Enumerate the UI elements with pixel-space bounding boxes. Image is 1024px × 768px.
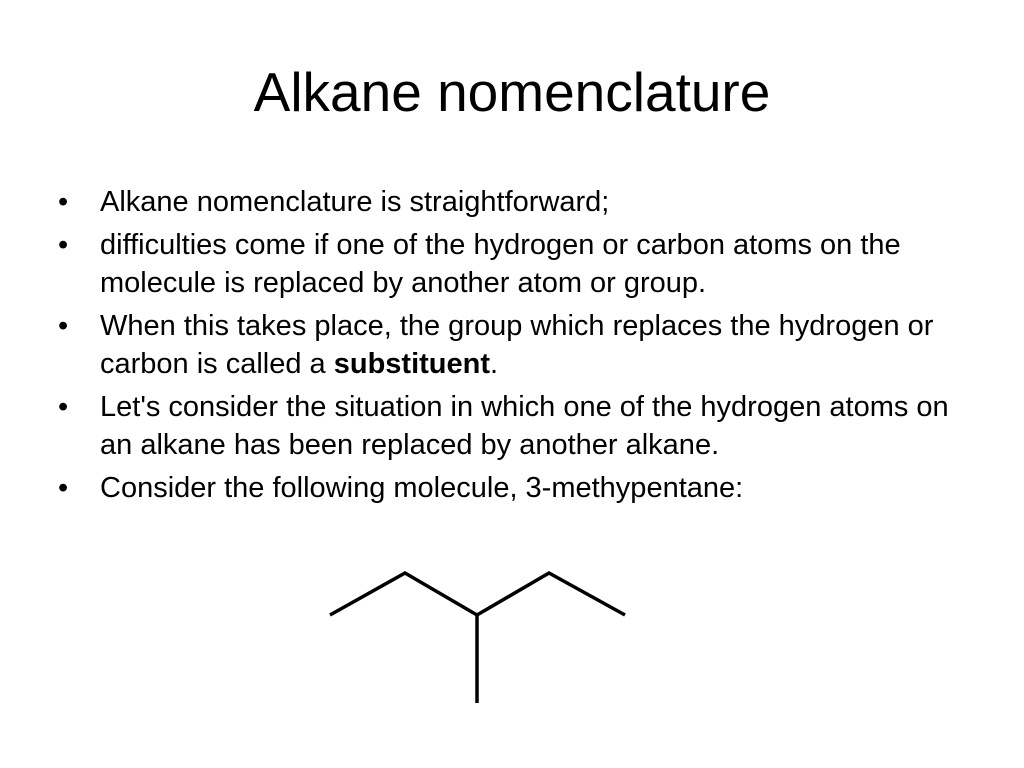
- bullet-text: difficulties come if one of the hydrogen or carbon atoms on the molecule is replaced by another atom or group.: [100, 229, 901, 299]
- bullet-item: [56, 388, 976, 464]
- bullet-item: [56, 226, 976, 302]
- bullet-text: Let's consider the situation in which one of the hydrogen atoms on an alkane has been replaced by another alkane.: [100, 391, 949, 461]
- bullet-text: Consider the following molecule, 3-methypentane:: [100, 472, 744, 504]
- bullet-text: Alkane nomenclature is straightforward;: [100, 186, 610, 218]
- bullet-text-before: When this takes place, the group which replaces the hydrogen or carbon is called a: [100, 310, 934, 380]
- slide-title: Alkane nomenclature: [253, 61, 771, 123]
- main-chain-bonds: [330, 573, 625, 615]
- bullet-item: [56, 469, 976, 507]
- bullet-icon: •: [58, 391, 69, 423]
- bullet-item: [56, 183, 976, 221]
- bullet-icon: •: [58, 310, 69, 342]
- substituent-term: substituent: [333, 348, 491, 380]
- bullet-list: [56, 183, 976, 512]
- bullet-icon: •: [58, 472, 69, 504]
- bullet-icon: •: [58, 229, 69, 261]
- bullet-text-after: .: [490, 348, 499, 380]
- bullet-text: [100, 310, 933, 380]
- bullet-item: [56, 307, 976, 383]
- molecule-skeletal-structure: [320, 565, 640, 710]
- bullet-icon: •: [58, 186, 69, 218]
